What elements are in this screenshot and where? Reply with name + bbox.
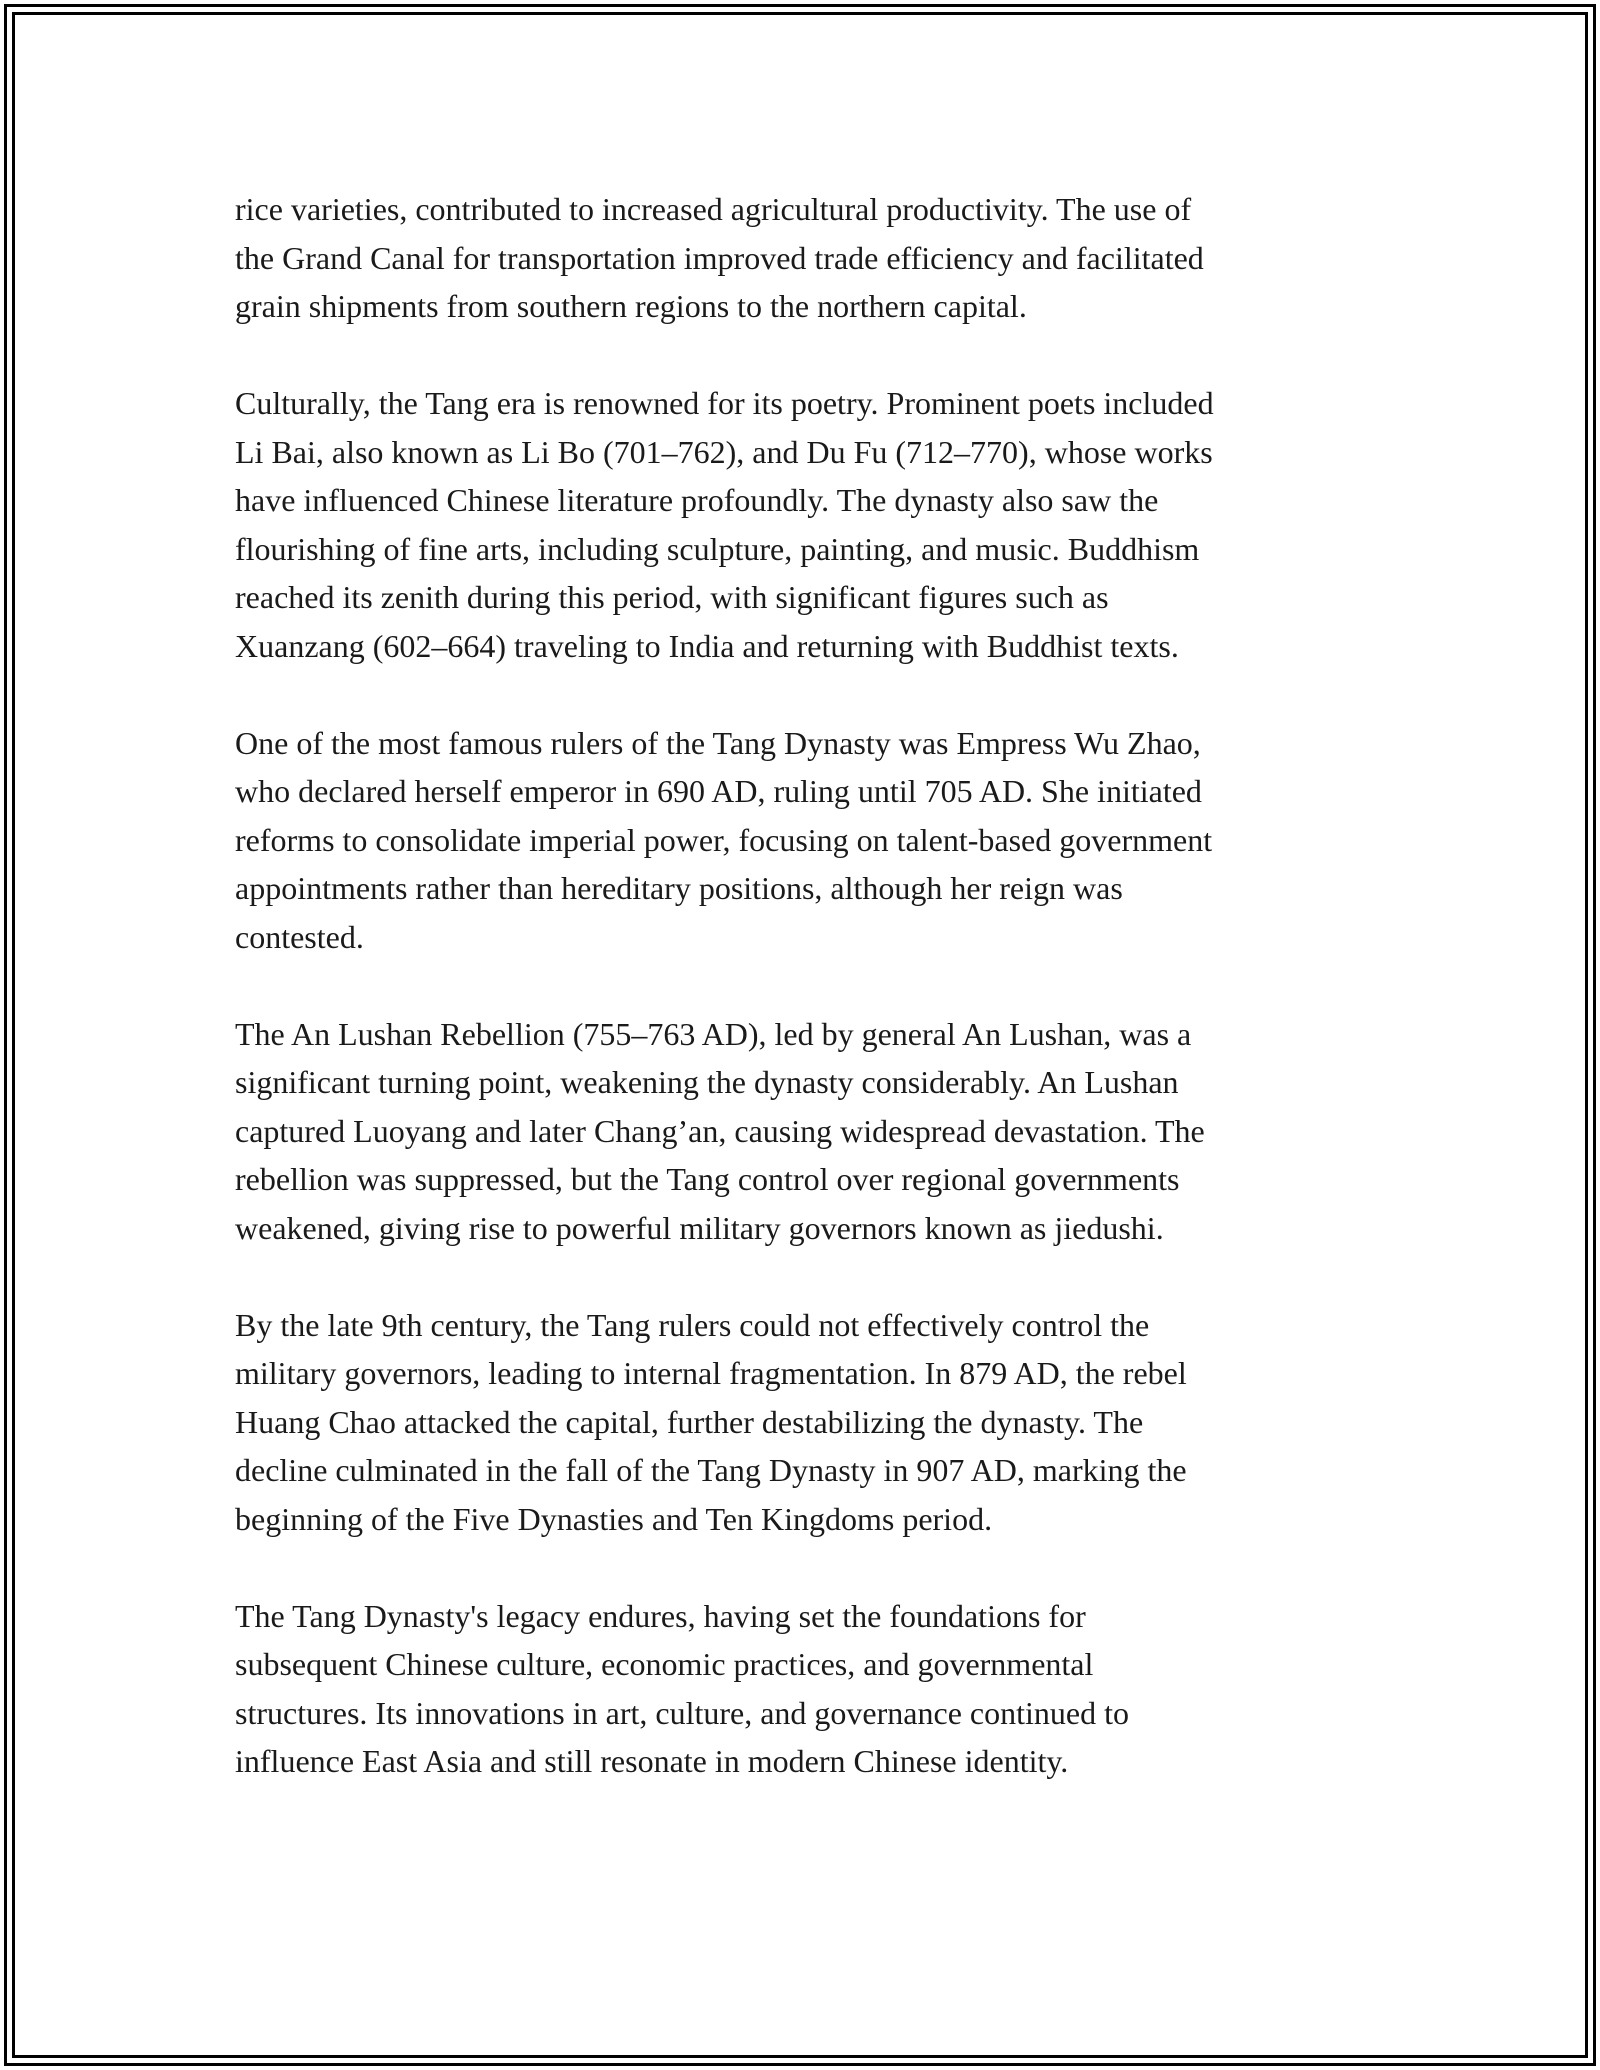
paragraph-decline bbox=[235, 1301, 1385, 1544]
text-line: rice varieties, contributed to increased agricultural productivity. The use of bbox=[235, 191, 1192, 227]
text-line: The An Lushan Rebellion (755–763 AD), led by general An Lushan, was a bbox=[235, 1015, 1192, 1052]
text-line: reforms to consolidate imperial power, focusing on talent-based government bbox=[235, 821, 1213, 858]
text-line: have influenced Chinese literature profoundly. The dynasty also saw the bbox=[235, 482, 1159, 518]
text-line: Huang Chao attacked the capital, further destabilizing the dynasty. The bbox=[235, 1403, 1144, 1440]
text-line: decline culminated in the fall of the Tang Dynasty in 907 AD, marking the bbox=[235, 1452, 1187, 1488]
text-line: By the late 9th century, the Tang rulers could not effectively control the bbox=[235, 1306, 1150, 1343]
text-line: appointments rather than hereditary positions, although her reign was bbox=[235, 870, 1123, 906]
paragraph-agriculture bbox=[235, 185, 1385, 331]
text-line: grain shipments from southern regions to the northern capital. bbox=[235, 288, 1027, 324]
text-line: The Tang Dynasty's legacy endures, having set the foundations for bbox=[235, 1597, 1086, 1634]
paragraph-an-lushan bbox=[235, 1010, 1385, 1253]
text-line: beginning of the Five Dynasties and Ten Kingdoms period. bbox=[235, 1500, 993, 1537]
text-line: structures. Its innovations in art, culture, and governance continued to bbox=[235, 1694, 1129, 1731]
document-body bbox=[235, 185, 1385, 1834]
text-line: the Grand Canal for transportation improved trade efficiency and facilitated bbox=[235, 239, 1204, 276]
text-line: captured Luoyang and later Chang’an, causing widespread devastation. The bbox=[235, 1112, 1205, 1149]
text-line: Xuanzang (602–664) traveling to India and returning with Buddhist texts. bbox=[235, 627, 1179, 664]
text-line: Culturally, the Tang era is renowned for its poetry. Prominent poets included bbox=[235, 385, 1214, 421]
text-line: One of the most famous rulers of the Tang Dynasty was Empress Wu Zhao, bbox=[235, 724, 1201, 761]
text-line: significant turning point, weakening the dynasty considerably. An Lushan bbox=[235, 1064, 1179, 1100]
text-line: influence East Asia and still resonate in modern Chinese identity. bbox=[235, 1743, 1069, 1779]
text-line: weakened, giving rise to powerful military governors known as jiedushi. bbox=[235, 1209, 1164, 1246]
text-line: flourishing of fine arts, including sculpture, painting, and music. Buddhism bbox=[235, 530, 1200, 567]
paragraph-culture bbox=[235, 379, 1385, 670]
text-line: reached its zenith during this period, with significant figures such as bbox=[235, 579, 1109, 615]
paragraph-legacy bbox=[235, 1592, 1385, 1786]
paragraph-empress-wu bbox=[235, 719, 1385, 962]
text-line: military governors, leading to internal fragmentation. In 879 AD, the rebel bbox=[235, 1355, 1187, 1391]
text-line: subsequent Chinese culture, economic practices, and governmental bbox=[235, 1646, 1094, 1682]
text-line: Li Bai, also known as Li Bo (701–762), and Du Fu (712–770), whose works bbox=[235, 433, 1213, 470]
text-line: contested. bbox=[235, 918, 364, 955]
text-line: rebellion was suppressed, but the Tang control over regional governments bbox=[235, 1161, 1180, 1197]
text-line: who declared herself emperor in 690 AD, ruling until 705 AD. She initiated bbox=[235, 773, 1202, 809]
